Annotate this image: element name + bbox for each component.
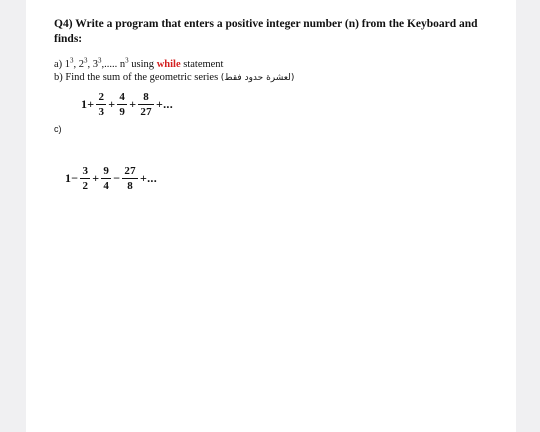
item-a: a) $1^3$, $2^3$, $3^3$,..... $n^3$ using while statement [54, 56, 224, 70]
series-b-term-3: $\frac{8}{27}$ [140, 91, 152, 118]
item-b: b) Find the sum of the geometric series (لعشرة حدود فقط) [54, 72, 295, 83]
while-keyword: while [156, 59, 181, 70]
series-c-term-3: $\frac{27}{8}$ [124, 165, 136, 192]
series-b-term-1: $\frac{2}{3}$ [98, 91, 105, 118]
item-c-label: c) [54, 124, 62, 134]
document-page [26, 0, 516, 432]
question-title: Q4) Write a program that enters a positive integer number (n) from the Keyboard and finds: [54, 18, 478, 45]
series-b-formula: 1+ $\frac{2}{3}$ + $\frac{4}{9}$ + $\frac{8}{27}$ +... [81, 91, 174, 118]
series-c-term-1: $\frac{3}{2}$ [82, 165, 89, 192]
series-b-term-2: $\frac{4}{9}$ [119, 91, 126, 118]
series-c-term-2: $\frac{9}{4}$ [103, 165, 110, 192]
series-c-formula: 1− $\frac{3}{2}$ + $\frac{9}{4}$ − $\frac{27}{8}$ +... [65, 165, 158, 192]
arabic-note: (لعشرة حدود فقط) [220, 73, 295, 83]
